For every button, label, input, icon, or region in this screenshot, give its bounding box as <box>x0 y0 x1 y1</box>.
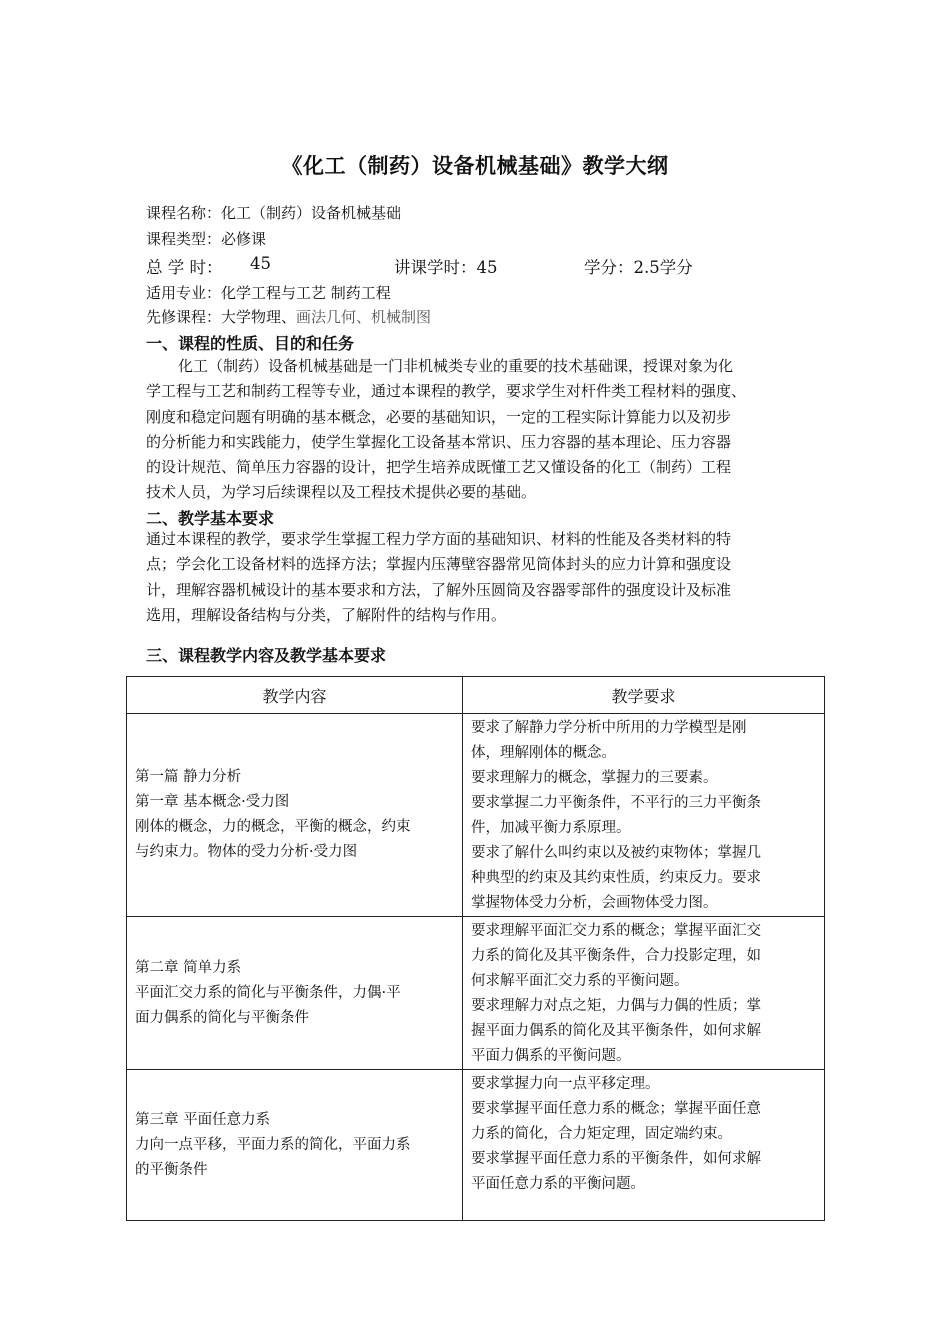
content-table <box>126 676 825 1221</box>
cell-line: 第二章 简单力系 <box>135 959 242 976</box>
table-header-row <box>127 677 825 714</box>
section2-paragraph <box>146 527 826 628</box>
cell-line: 掌握物体受力分析，会画物体受力图。 <box>471 895 718 911</box>
course-type: 课程类型：必修课 <box>146 230 267 248</box>
cell-line: 平面汇交力系的简化与平衡条件，力偶·平 <box>135 984 401 1001</box>
cell-line: 平面力偶系的平衡问题。 <box>471 1048 631 1064</box>
para-line: 选用，理解设备结构与分类，了解附件的结构与作用。 <box>146 605 507 624</box>
cell-line: 件，加减平衡力系原理。 <box>471 820 631 836</box>
cell-line: 要求掌握平面任意力系的概念；掌握平面任意 <box>471 1101 761 1117</box>
total-hours-label: 总 学 时： <box>146 258 223 277</box>
prereq-part-a: 先修课程：大学物理、 <box>146 308 297 326</box>
cell-line: 要求掌握力向一点平移定理。 <box>471 1076 660 1092</box>
cell-line: 要求掌握平面任意力系的平衡条件，如何求解 <box>471 1151 761 1167</box>
document-title: 《化工（制药）设备机械基础》教学大纲 <box>281 154 669 178</box>
prereq-part-b: 画法几何、机械制图 <box>296 308 432 326</box>
cell-line: 要求理解力的概念，掌握力的三要素。 <box>471 770 718 786</box>
para-line: 技术人员，为学习后续课程以及工程技术提供必要的基础。 <box>146 483 537 502</box>
total-hours-value: 45 <box>250 254 271 273</box>
section1-heading: 一、课程的性质、目的和任务 <box>146 334 355 353</box>
para-line: 的分析能力和实践能力，使学生掌握化工设备基本常识、压力容器的基本理论、压力容器 <box>146 432 732 451</box>
para-line: 计，理解容器机械设计的基本要求和方法，了解外压圆筒及容器零部件的强度设计及标准 <box>146 580 732 599</box>
para-line: 通过本课程的教学，要求学生掌握工程力学方面的基础知识、材料的性能及各类材料的特 <box>146 530 732 548</box>
credit: 学分：2.5学分 <box>584 258 693 277</box>
cell-line: 平面任意力系的平衡问题。 <box>471 1176 645 1192</box>
para-line: 点；学会化工设备材料的选择方法；掌握内压薄壁容器常见筒体封头的应力计算和强度设 <box>146 555 732 574</box>
cell-line: 体，理解刚体的概念。 <box>471 745 616 761</box>
content-cell <box>127 714 463 917</box>
cell-line: 要求理解平面汇交力系的概念；掌握平面汇交 <box>471 923 761 939</box>
para-line: 化工（制药）设备机械基础是一门非机械类专业的重要的技术基础课，授课对象为化 <box>178 357 734 375</box>
table-row <box>127 714 825 917</box>
section3-heading: 三、课程教学内容及教学基本要求 <box>146 646 387 665</box>
header-requirements: 教学要求 <box>463 677 825 714</box>
cell-line: 面力偶系的简化与平衡条件 <box>135 1009 309 1026</box>
majors: 适用专业：化学工程与工艺 制药工程 <box>146 284 391 302</box>
cell-line: 何求解平面汇交力系的平衡问题。 <box>471 973 689 989</box>
para-line: 刚度和稳定问题有明确的基本概念，必要的基础知识，一定的工程实际计算能力以及初步 <box>146 407 732 426</box>
header-content: 教学内容 <box>127 677 463 714</box>
requirements-cell <box>463 917 825 1070</box>
section2-heading: 二、教学基本要求 <box>146 509 275 528</box>
requirements-cell <box>463 1070 825 1221</box>
hours-line <box>146 254 826 278</box>
cell-line: 力系的简化及其平衡条件，合力投影定理，如 <box>471 948 761 964</box>
para-line: 的设计规范、简单压力容器的设计，把学生培养成既懂工艺又懂设备的化工（制药）工程 <box>146 458 732 477</box>
table-row <box>127 917 825 1070</box>
prerequisites <box>146 306 431 327</box>
para-line: 学工程与工艺和制药工程等专业，通过本课程的教学，要求学生对杆件类工程材料的强度、 <box>146 382 747 401</box>
cell-line: 要求了解静力学分析中所用的力学模型是刚 <box>471 720 747 736</box>
cell-line: 第一章 基本概念·受力图 <box>135 794 290 810</box>
table-row <box>127 1070 825 1221</box>
content-cell <box>127 1070 463 1221</box>
cell-line: 种典型的约束及其约束性质，约束反力。要求 <box>471 870 761 886</box>
lecture-hours: 讲课学时：45 <box>394 258 498 277</box>
cell-line: 要求了解什么叫约束以及被约束物体；掌握几 <box>471 845 761 861</box>
cell-line: 力系的简化，合力矩定理，固定端约束。 <box>471 1126 732 1142</box>
section1-paragraph <box>146 354 826 506</box>
cell-line: 刚体的概念，力的概念，平衡的概念，约束 <box>135 819 411 835</box>
cell-line: 第一篇 静力分析 <box>135 769 242 785</box>
cell-line: 要求掌握二力平衡条件，不平行的三力平衡条 <box>471 795 761 811</box>
cell-line: 握平面力偶系的简化及其平衡条件，如何求解 <box>471 1023 761 1039</box>
content-cell <box>127 917 463 1070</box>
cell-line: 要求理解力对点之矩，力偶与力偶的性质；掌 <box>471 998 761 1014</box>
cell-line: 力向一点平移，平面力系的简化，平面力系 <box>135 1136 411 1153</box>
course-name: 课程名称：化工（制药）设备机械基础 <box>146 204 402 222</box>
requirements-cell <box>463 714 825 917</box>
cell-line: 的平衡条件 <box>135 1161 208 1178</box>
cell-line: 第三章 平面任意力系 <box>135 1111 271 1128</box>
cell-line: 与约束力。物体的受力分析·受力图 <box>135 844 358 860</box>
